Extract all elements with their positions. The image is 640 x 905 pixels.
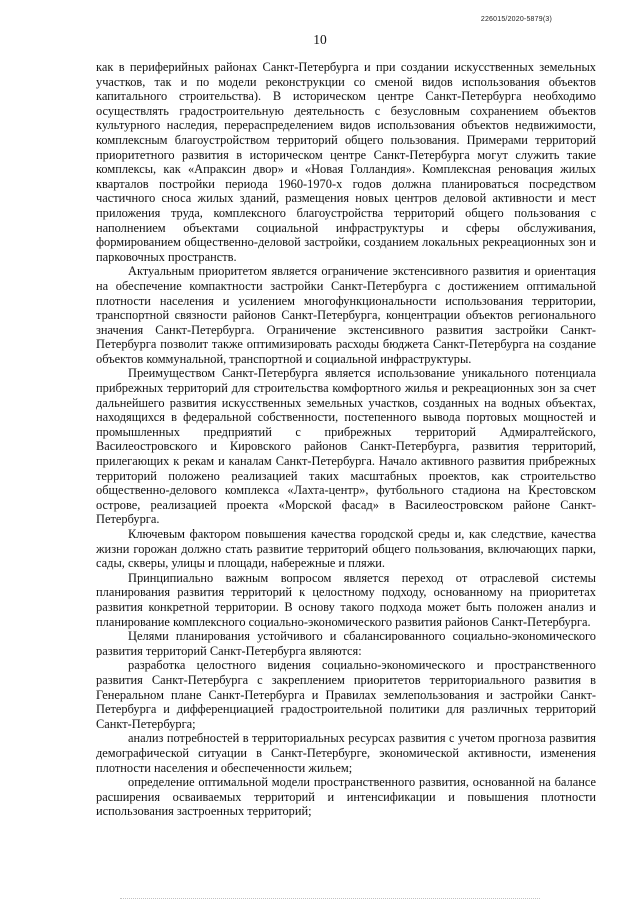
scan-artifact-line	[120, 898, 540, 901]
paragraph-priority-compactness: Актуальным приоритетом является ограничение экстенсивного развития и ориентация на обеспечение компактности застройки Санкт-Петербурга с достижением оптимальной плотности населения и усилением многофункциональности использования территории, транспортной связности районов Санкт-Петербурга, концентрации объектов регионального значения Санкт-Петербурга. Ограничение экстенсивного развития застройки Санкт-Петербурга позволит также оптимизировать расходы бюджета Санкт-Петербурга на создание объектов коммунальной, транспортной и социальной инфраструктуры.	[96, 264, 596, 366]
paragraph-continued: как в периферийных районах Санкт-Петербурга и при создании искусственных земельных участков, так и по модели реконструкции со сменой видов использования объектов капитального строительства). В историческом центре Санкт-Петербурга необходимо осуществлять градостроительную деятельность с безусловным сохранением объектов культурного наследия, перераспределением видов использования объектов недвижимости, комплексным благоустройством территорий общего пользования. Примерами территорий приоритетного развития в историческом центре Санкт-Петербурга могут служить такие комплексы, как «Апраксин двор» и «Новая Голландия». Комплексная реновация жилых кварталов постройки периода 1960-1970-х годов должна планироваться посредством частичного сноса жилых зданий, размещения новых центров деловой активности и мест приложения труда, комплексного благоустройства территорий общего пользования с наполнением объектами социальной инфраструктуры и сферы обслуживания, формированием общественно-деловой застройки, созданием локальных рекреационных зон и парковочных пространств.	[96, 60, 596, 264]
list-item-goal: определение оптимальной модели пространственного развития, основанной на балансе расширения осваиваемых территорий и интенсификации и повышения плотности использования застроенных территорий;	[96, 775, 596, 819]
paragraph-coastal-territories: Преимуществом Санкт-Петербурга является использование уникального потенциала прибрежных территорий для строительства комфортного жилья и рекреационных зон за счет дальнейшего развития искусственных земельных участков, созданных на водных объектах, находящихся в федеральной собственности, постепенного вывода портовых мощностей и промышленных предприятий с прибрежных территорий Адмиралтейского, Василеостровского и Кировского районов Санкт-Петербурга, развития территорий, прилегающих к рекам и каналам Санкт-Петербурга. Начало активного развития прибрежных территорий положено реализацией таких масштабных проектов, как строительство общественно-делового комплекса «Лахта-центр», футбольного стадиона на Крестовском острове, реализацией проекта «Морской фасад» в Василеостровском районе Санкт-Петербурга.	[96, 366, 596, 527]
paragraph-goals-intro: Целями планирования устойчивого и сбалансированного социально-экономического развития территорий Санкт-Петербурга являются:	[96, 629, 596, 658]
document-registration-number: 226015/2020-5879(3)	[480, 16, 552, 23]
list-item-goal: анализ потребностей в территориальных ресурсах развития с учетом прогноза развития демографической ситуации в Санкт-Петербурге, экономической активности, изменения плотности населения и обеспеченности жильем;	[96, 731, 596, 775]
paragraph-planning-approach: Принципиально важным вопросом является переход от отраслевой системы планирования развития территорий к целостному подходу, основанному на приоритетах развития конкретной территории. В основу такого подхода может быть положен анализ и планирование комплексного социально-экономического развития районов Санкт-Петербурга.	[96, 570, 596, 629]
list-item-goal: разработка целостного видения социально-экономического и пространственного развития Санкт-Петербурга с закреплением приоритетов территориального развития в Генеральном плане Санкт-Петербурга и Правилах землепользования и застройки Санкт-Петербурга и дифференциацией градостроительной политики для различных территорий Санкт-Петербурга;	[96, 658, 596, 731]
paragraph-public-spaces: Ключевым фактором повышения качества городской среды и, как следствие, качества жизни горожан должно стать развитие территорий общего пользования, включающих парки, сады, скверы, улицы и площади, набережные и пляжи.	[96, 527, 596, 571]
document-body	[96, 60, 596, 819]
page-number: 10	[313, 32, 327, 47]
